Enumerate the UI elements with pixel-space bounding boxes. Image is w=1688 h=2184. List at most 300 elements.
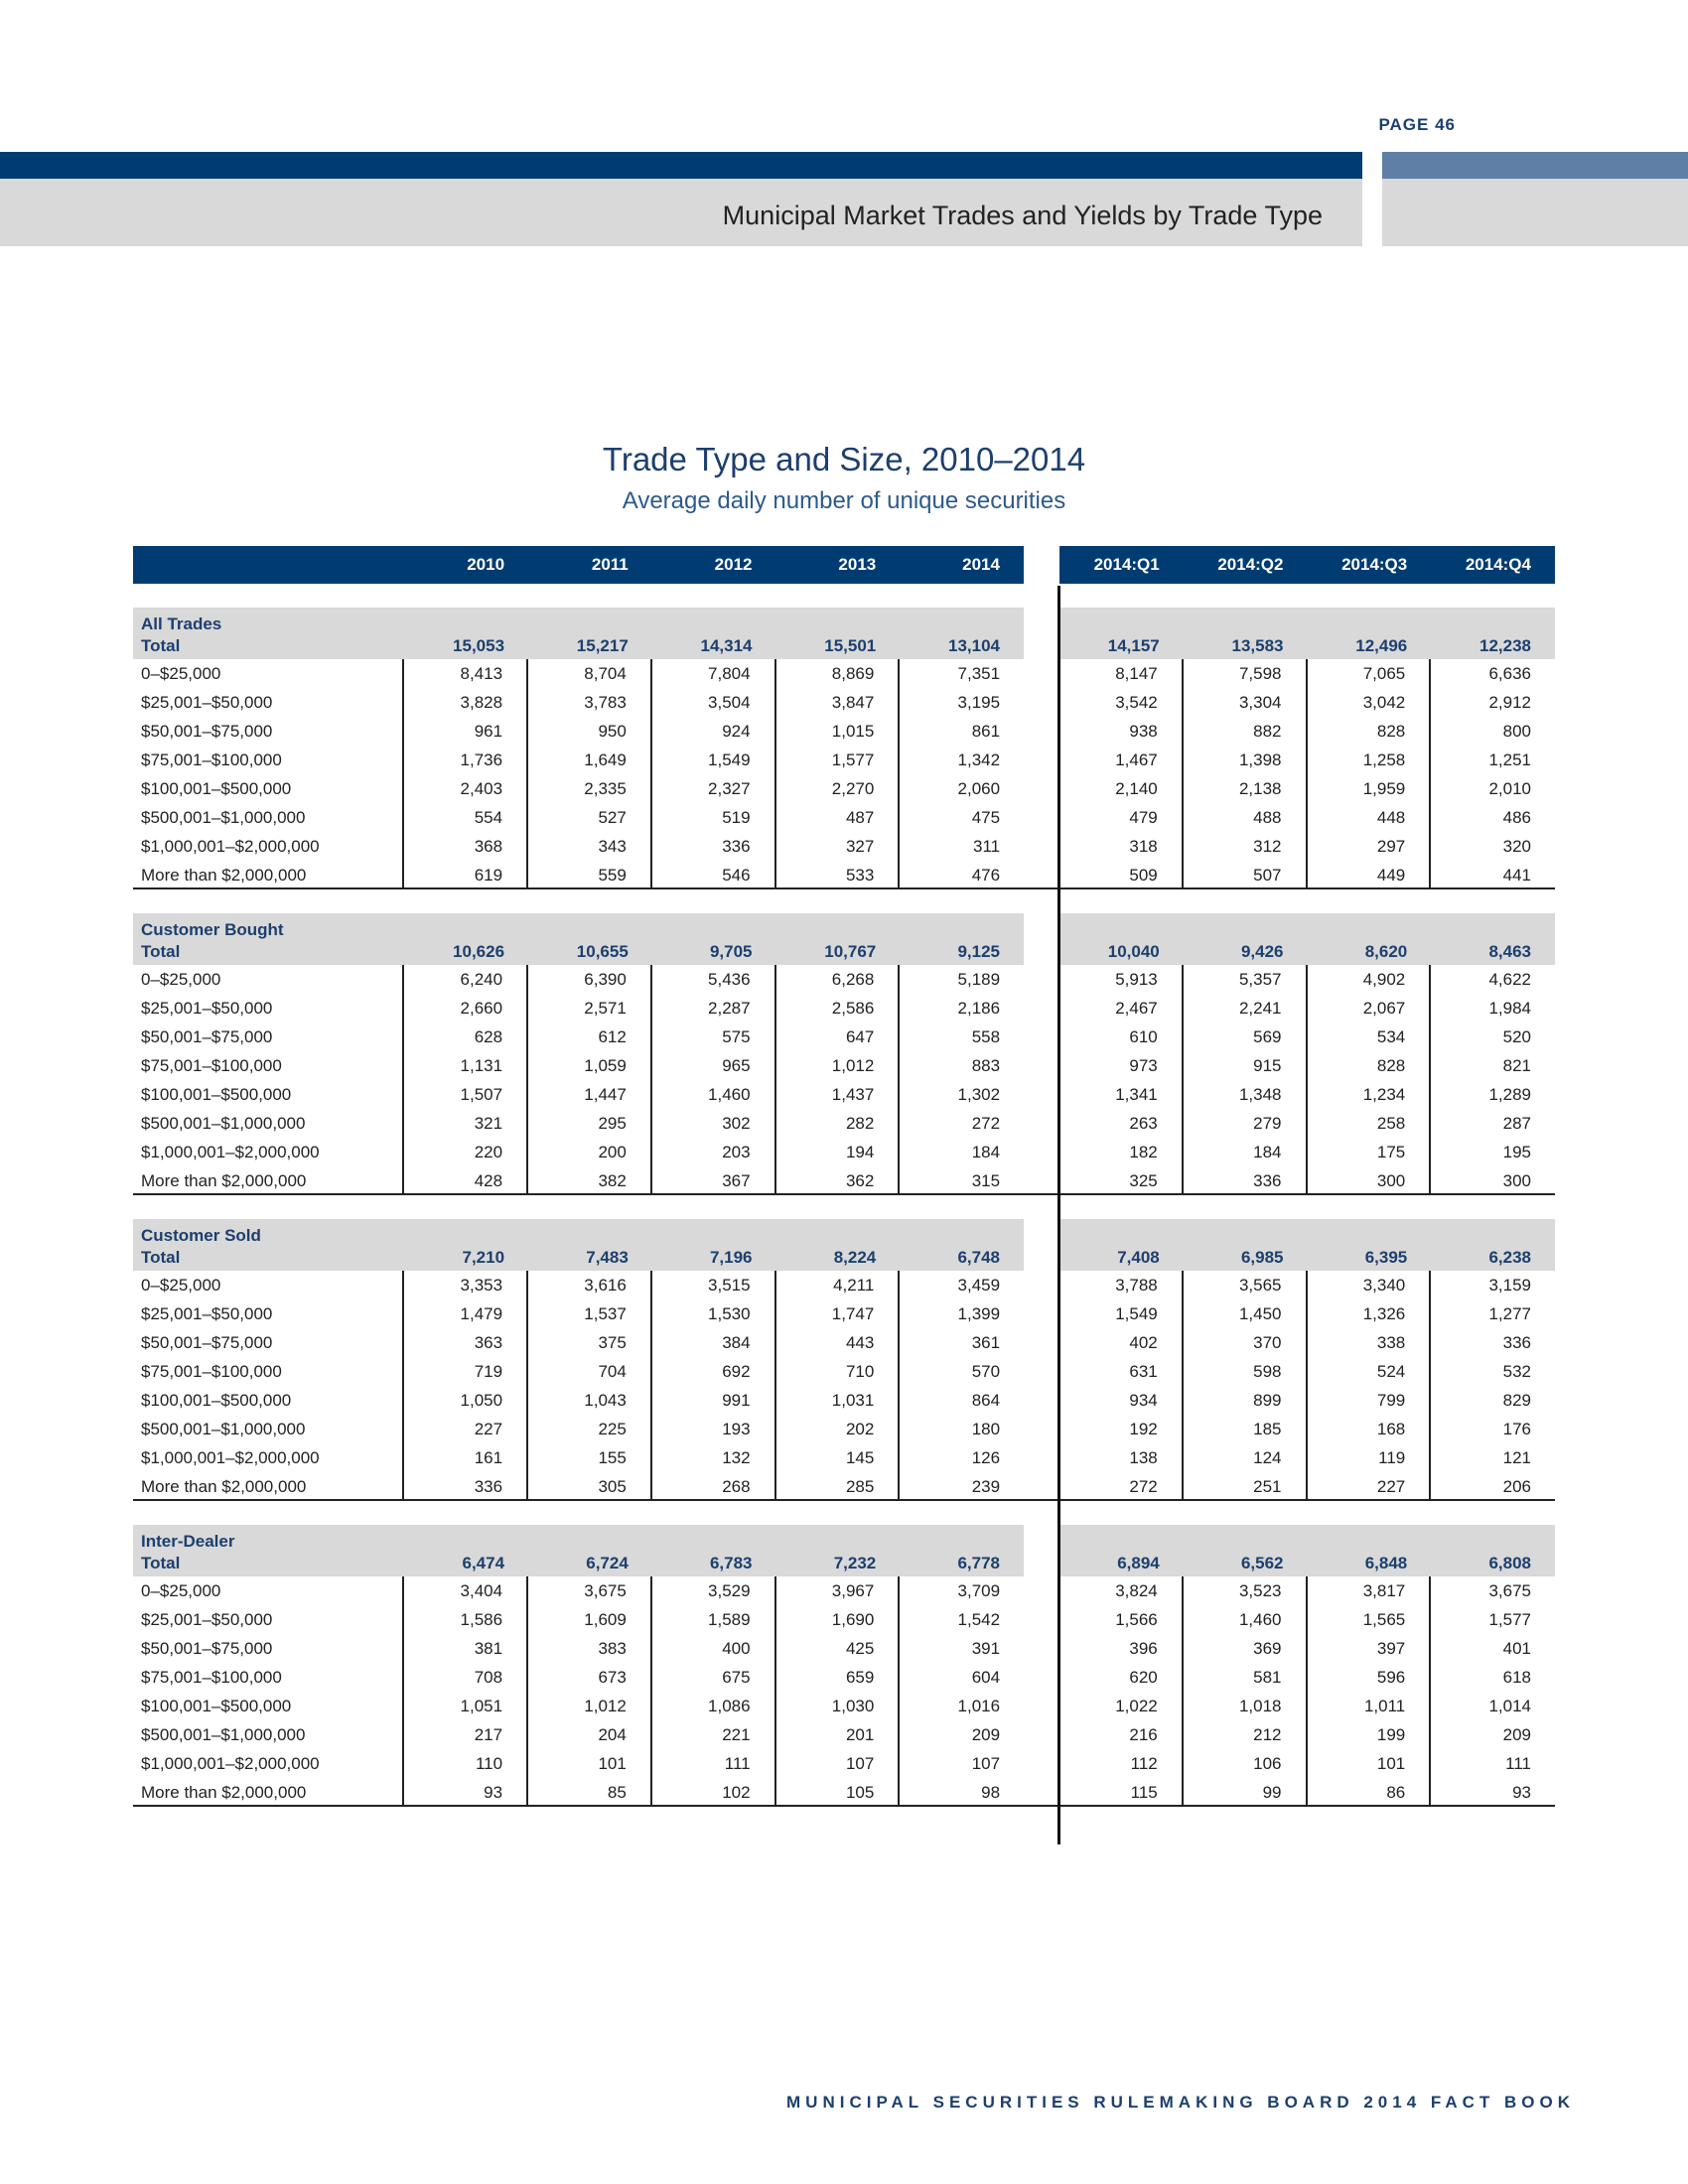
table-cell: 3,042 — [1308, 688, 1432, 717]
header-band-accent — [1382, 152, 1688, 179]
row-label: $50,001–$75,000 — [133, 1328, 404, 1357]
table-cell: 400 — [652, 1634, 776, 1663]
table-cell: 449 — [1308, 861, 1432, 889]
table-row — [133, 1720, 1555, 1749]
table-cell: 145 — [776, 1443, 901, 1472]
row-label: $1,000,001–$2,000,000 — [133, 1138, 404, 1166]
total-value: 14,314 — [700, 636, 753, 655]
table-cell: 1,348 — [1184, 1080, 1308, 1109]
table-cell: 476 — [900, 861, 1024, 889]
table-cell: 98 — [900, 1778, 1024, 1807]
table-cell: 3,788 — [1059, 1271, 1184, 1299]
table-cell: 2,912 — [1488, 693, 1531, 712]
column-header: 2010 — [467, 555, 505, 574]
table-row — [133, 1634, 1555, 1663]
total-value: 7,210 — [462, 1248, 505, 1267]
section-total-row — [133, 913, 1555, 965]
total-value: 15,053 — [453, 636, 505, 655]
total-value: 6,748 — [957, 1248, 1000, 1267]
table-cell: 212 — [1184, 1720, 1308, 1749]
column-header: 2011 — [591, 555, 629, 574]
table-cell: 315 — [900, 1166, 1024, 1195]
table-cell: 991 — [652, 1386, 776, 1415]
table-row — [133, 1109, 1555, 1138]
table-cell: 336 — [404, 1472, 528, 1501]
table-row — [133, 861, 1555, 889]
table-cell: 527 — [528, 803, 652, 832]
table-cell: 180 — [971, 1420, 1001, 1438]
table-cell: 441 — [1431, 861, 1555, 889]
table-cell: 3,340 — [1308, 1271, 1432, 1299]
table-cell: 3,616 — [528, 1271, 652, 1299]
table-cell: 343 — [528, 832, 652, 861]
table-cell: 448 — [1308, 803, 1432, 832]
table-cell: 1,959 — [1308, 774, 1432, 803]
total-value: 12,238 — [1479, 636, 1531, 655]
table-cell: 4,211 — [776, 1271, 901, 1299]
table-cell: 3,828 — [404, 688, 528, 717]
table-cell: 3,304 — [1184, 688, 1308, 717]
table-cell: 3,195 — [957, 693, 1001, 712]
section-title: Municipal Market Trades and Yields by Trade Type — [722, 201, 1323, 230]
table-cell: 206 — [1431, 1472, 1555, 1501]
table-cell: 312 — [1184, 832, 1308, 861]
table-cell: 618 — [1502, 1668, 1531, 1687]
table-cell: 225 — [528, 1415, 652, 1443]
row-label: $50,001–$75,000 — [133, 1634, 404, 1663]
table-cell: 3,565 — [1184, 1271, 1308, 1299]
table-cell: 1,011 — [1308, 1692, 1432, 1720]
table-cell: 425 — [776, 1634, 901, 1663]
row-label: More than $2,000,000 — [133, 1778, 404, 1807]
table-cell: 1,031 — [776, 1386, 901, 1415]
table-cell: 297 — [1308, 832, 1432, 861]
table-row — [133, 1271, 1555, 1299]
total-label: Total — [141, 942, 181, 961]
table-cell: 285 — [776, 1472, 901, 1501]
annual-quarterly-divider — [1057, 586, 1060, 1844]
total-label: Total — [141, 1554, 181, 1572]
table-cell: 239 — [900, 1472, 1024, 1501]
table-row — [133, 1778, 1555, 1807]
total-value: 6,848 — [1364, 1554, 1408, 1572]
table-cell: 1,542 — [957, 1610, 1001, 1629]
table-cell: 1,012 — [776, 1051, 901, 1080]
total-value: 9,426 — [1240, 942, 1284, 961]
table-cell: 251 — [1184, 1472, 1308, 1501]
table-cell: 1,399 — [957, 1304, 1001, 1323]
table-row — [133, 774, 1555, 803]
table-row — [133, 1692, 1555, 1720]
table-cell: 126 — [971, 1448, 1001, 1467]
page-number: PAGE 46 — [1378, 115, 1456, 134]
table-cell: 1,289 — [1488, 1085, 1531, 1104]
section-label — [133, 1225, 404, 1271]
table-row — [133, 994, 1555, 1023]
table-cell: 8,413 — [404, 659, 528, 688]
table-cell: 7,065 — [1308, 659, 1432, 688]
table-cell: 3,542 — [1059, 688, 1184, 717]
table-row — [133, 659, 1555, 688]
table-cell: 546 — [652, 861, 776, 889]
total-value: 10,655 — [576, 942, 629, 961]
total-value: 13,583 — [1231, 636, 1284, 655]
table-cell: 1,014 — [1488, 1697, 1531, 1715]
table-cell: 3,515 — [652, 1271, 776, 1299]
footer: MUNICIPAL SECURITIES RULEMAKING BOARD 2014 FACT BOOK — [786, 2093, 1575, 2112]
section-name: All Trades — [141, 614, 222, 633]
table-cell: 192 — [1059, 1415, 1184, 1443]
table-cell: 704 — [528, 1357, 652, 1386]
table-cell: 1,059 — [528, 1051, 652, 1080]
table-cell: 8,869 — [776, 659, 901, 688]
column-header: 2013 — [838, 555, 877, 574]
table-cell: 2,270 — [776, 774, 901, 803]
table-cell: 533 — [776, 861, 901, 889]
column-header: 2012 — [714, 555, 753, 574]
table-cell: 934 — [1059, 1386, 1184, 1415]
table-cell: 321 — [404, 1109, 528, 1138]
table-cell: 361 — [971, 1333, 1001, 1352]
table-cell: 311 — [972, 837, 1001, 856]
table-cell: 1,450 — [1184, 1299, 1308, 1328]
data-table — [133, 546, 1555, 1807]
table-cell: 6,268 — [776, 965, 901, 994]
total-value: 7,408 — [1117, 1248, 1160, 1267]
table-cell: 3,523 — [1184, 1576, 1308, 1605]
table-cell: 101 — [1308, 1749, 1432, 1778]
table-cell: 692 — [652, 1357, 776, 1386]
table-cell: 1,460 — [652, 1080, 776, 1109]
table-cell: 221 — [652, 1720, 776, 1749]
table-cell: 200 — [528, 1138, 652, 1166]
table-cell: 799 — [1308, 1386, 1432, 1415]
table-cell: 1,030 — [776, 1692, 901, 1720]
table-cell: 532 — [1502, 1362, 1531, 1381]
total-value: 6,395 — [1364, 1248, 1408, 1267]
table-cell: 882 — [1184, 717, 1308, 746]
table-row — [133, 688, 1555, 717]
table-cell: 1,012 — [528, 1692, 652, 1720]
table-cell: 1,577 — [776, 746, 901, 774]
table-cell: 558 — [971, 1027, 1001, 1046]
table-cell: 112 — [1059, 1749, 1184, 1778]
table-row — [133, 965, 1555, 994]
table-cell: 1,051 — [404, 1692, 528, 1720]
table-cell: 300 — [1308, 1166, 1432, 1195]
table-cell: 2,660 — [404, 994, 528, 1023]
table-cell: 519 — [652, 803, 776, 832]
table-cell: 258 — [1308, 1109, 1432, 1138]
table-cell: 619 — [404, 861, 528, 889]
table-cell: 111 — [652, 1749, 776, 1778]
table-cell: 102 — [652, 1778, 776, 1807]
total-value: 10,626 — [453, 942, 505, 961]
table-cell: 1,467 — [1059, 746, 1184, 774]
table-cell: 115 — [1059, 1778, 1184, 1807]
table-cell: 1,984 — [1488, 999, 1531, 1018]
table-cell: 3,675 — [528, 1576, 652, 1605]
table-cell: 402 — [1059, 1328, 1184, 1357]
table-cell: 1,251 — [1488, 751, 1531, 769]
table-cell: 85 — [528, 1778, 652, 1807]
table-cell: 161 — [404, 1443, 528, 1472]
table-cell: 327 — [776, 832, 901, 861]
table-cell: 509 — [1059, 861, 1184, 889]
table-row — [133, 1299, 1555, 1328]
table-cell: 382 — [528, 1166, 652, 1195]
table-cell: 1,565 — [1308, 1605, 1432, 1634]
table-cell: 121 — [1502, 1448, 1531, 1467]
table-cell: 2,327 — [652, 774, 776, 803]
table-cell: 924 — [652, 717, 776, 746]
table-cell: 604 — [971, 1668, 1001, 1687]
table-cell: 381 — [404, 1634, 528, 1663]
table-cell: 1,507 — [404, 1080, 528, 1109]
table-cell: 295 — [528, 1109, 652, 1138]
table-cell: 719 — [404, 1357, 528, 1386]
table-cell: 8,147 — [1059, 659, 1184, 688]
total-value: 6,985 — [1240, 1248, 1284, 1267]
table-cell: 1,589 — [652, 1605, 776, 1634]
row-label: $75,001–$100,000 — [133, 1357, 404, 1386]
table-section — [133, 608, 1555, 889]
table-cell: 396 — [1059, 1634, 1184, 1663]
table-cell: 710 — [776, 1357, 901, 1386]
table-row — [133, 1357, 1555, 1386]
row-label: $25,001–$50,000 — [133, 688, 404, 717]
total-value: 15,501 — [824, 636, 877, 655]
column-header: 2014:Q1 — [1093, 555, 1160, 574]
table-cell: 2,403 — [404, 774, 528, 803]
table-cell: 973 — [1059, 1051, 1184, 1080]
table-cell: 111 — [1505, 1754, 1531, 1773]
table-cell: 384 — [652, 1328, 776, 1357]
table-cell: 443 — [776, 1328, 901, 1357]
table-cell: 2,140 — [1059, 774, 1184, 803]
table-cell: 263 — [1059, 1109, 1184, 1138]
column-header: 2014:Q2 — [1217, 555, 1284, 574]
table-cell: 3,783 — [528, 688, 652, 717]
section-total-row — [133, 1525, 1555, 1576]
total-value: 7,232 — [833, 1554, 877, 1572]
total-value: 7,196 — [709, 1248, 753, 1267]
table-cell: 1,342 — [957, 751, 1001, 769]
header-band-light-right — [1382, 179, 1688, 246]
table-row — [133, 1386, 1555, 1415]
table-cell: 199 — [1308, 1720, 1432, 1749]
total-value: 8,463 — [1488, 942, 1531, 961]
table-cell: 488 — [1184, 803, 1308, 832]
table-row — [133, 1443, 1555, 1472]
table-cell: 5,189 — [957, 970, 1001, 989]
section-total-row — [133, 1219, 1555, 1271]
table-cell: 610 — [1059, 1023, 1184, 1051]
table-cell: 5,436 — [652, 965, 776, 994]
table-section — [133, 1525, 1555, 1807]
table-row — [133, 1605, 1555, 1634]
table-cell: 202 — [776, 1415, 901, 1443]
row-label: $1,000,001–$2,000,000 — [133, 1443, 404, 1472]
section-label — [133, 919, 404, 965]
table-header-row — [133, 546, 1555, 584]
table-cell: 93 — [404, 1778, 528, 1807]
table-cell: 659 — [776, 1663, 901, 1692]
table-cell: 598 — [1184, 1357, 1308, 1386]
table-cell: 193 — [652, 1415, 776, 1443]
total-value: 6,894 — [1117, 1554, 1160, 1572]
row-label: $1,000,001–$2,000,000 — [133, 832, 404, 861]
row-label: 0–$25,000 — [133, 1271, 404, 1299]
table-row — [133, 746, 1555, 774]
header-band-dark — [0, 152, 1362, 179]
row-label: $100,001–$500,000 — [133, 774, 404, 803]
table-row — [133, 717, 1555, 746]
table-cell: 7,804 — [652, 659, 776, 688]
table-cell: 487 — [776, 803, 901, 832]
section-label — [133, 614, 404, 659]
table-cell: 101 — [528, 1749, 652, 1778]
total-value: 14,157 — [1107, 636, 1160, 655]
table-cell: 2,586 — [776, 994, 901, 1023]
table-row — [133, 1080, 1555, 1109]
table-cell: 1,277 — [1488, 1304, 1531, 1323]
table-cell: 175 — [1308, 1138, 1432, 1166]
table-cell: 1,016 — [957, 1697, 1001, 1715]
table-cell: 287 — [1502, 1114, 1531, 1133]
column-header: 2014:Q3 — [1341, 555, 1408, 574]
table-cell: 883 — [971, 1056, 1001, 1075]
table-cell: 861 — [971, 722, 1001, 741]
table-cell: 370 — [1184, 1328, 1308, 1357]
table-cell: 1,341 — [1059, 1080, 1184, 1109]
table-cell: 631 — [1059, 1357, 1184, 1386]
table-cell: 569 — [1184, 1023, 1308, 1051]
row-label: $25,001–$50,000 — [133, 994, 404, 1023]
table-cell: 184 — [971, 1143, 1001, 1161]
row-label: $50,001–$75,000 — [133, 1023, 404, 1051]
table-cell: 1,649 — [528, 746, 652, 774]
table-row — [133, 803, 1555, 832]
table-cell: 828 — [1308, 717, 1432, 746]
row-label: 0–$25,000 — [133, 965, 404, 994]
total-value: 12,496 — [1355, 636, 1408, 655]
table-section — [133, 1219, 1555, 1501]
table-cell: 1,022 — [1059, 1692, 1184, 1720]
row-label: $75,001–$100,000 — [133, 1051, 404, 1080]
table-cell: 217 — [404, 1720, 528, 1749]
table-cell: 864 — [971, 1391, 1001, 1410]
total-value: 13,104 — [947, 636, 1000, 655]
table-cell: 486 — [1502, 808, 1531, 827]
table-cell: 1,566 — [1059, 1605, 1184, 1634]
table-cell: 369 — [1184, 1634, 1308, 1663]
table-cell: 195 — [1502, 1143, 1531, 1161]
table-cell: 155 — [528, 1443, 652, 1472]
table-cell: 204 — [528, 1720, 652, 1749]
table-cell: 86 — [1308, 1778, 1432, 1807]
table-cell: 1,131 — [404, 1051, 528, 1080]
row-label: More than $2,000,000 — [133, 1472, 404, 1501]
table-cell: 3,159 — [1488, 1276, 1531, 1295]
table-cell: 119 — [1308, 1443, 1432, 1472]
column-header: 2014:Q4 — [1465, 555, 1531, 574]
row-label: $1,000,001–$2,000,000 — [133, 1749, 404, 1778]
table-cell: 3,817 — [1308, 1576, 1432, 1605]
table-cell: 279 — [1184, 1109, 1308, 1138]
table-cell: 1,747 — [776, 1299, 901, 1328]
total-value: 9,705 — [709, 942, 753, 961]
table-row — [133, 1138, 1555, 1166]
table-cell: 99 — [1184, 1778, 1308, 1807]
table-cell: 107 — [971, 1754, 1001, 1773]
table-cell: 938 — [1059, 717, 1184, 746]
table-subtitle: Average daily number of unique securities — [622, 487, 1066, 514]
total-value: 6,238 — [1488, 1248, 1531, 1267]
table-cell: 336 — [1184, 1166, 1308, 1195]
row-label: $500,001–$1,000,000 — [133, 1109, 404, 1138]
table-section — [133, 913, 1555, 1195]
table-cell: 961 — [404, 717, 528, 746]
table-cell: 268 — [652, 1472, 776, 1501]
table-cell: 1,447 — [528, 1080, 652, 1109]
table-cell: 6,390 — [528, 965, 652, 994]
table-cell: 829 — [1502, 1391, 1531, 1410]
table-cell: 362 — [776, 1166, 901, 1195]
row-label: $50,001–$75,000 — [133, 717, 404, 746]
table-cell: 647 — [776, 1023, 901, 1051]
table-cell: 965 — [652, 1051, 776, 1080]
table-row — [133, 1749, 1555, 1778]
table-cell: 2,067 — [1308, 994, 1432, 1023]
total-value: 8,224 — [833, 1248, 877, 1267]
table-cell: 8,704 — [528, 659, 652, 688]
table-cell: 209 — [971, 1725, 1001, 1744]
table-cell: 3,824 — [1059, 1576, 1184, 1605]
row-label: More than $2,000,000 — [133, 861, 404, 889]
table-cell: 507 — [1184, 861, 1308, 889]
table-cell: 4,902 — [1308, 965, 1432, 994]
table-cell: 397 — [1308, 1634, 1432, 1663]
table-cell: 3,504 — [652, 688, 776, 717]
table-cell: 2,571 — [528, 994, 652, 1023]
table-cell: 185 — [1184, 1415, 1308, 1443]
table-title: Trade Type and Size, 2010–2014 — [602, 441, 1086, 478]
table-cell: 209 — [1502, 1725, 1531, 1744]
table-cell: 272 — [971, 1114, 1001, 1133]
row-label: 0–$25,000 — [133, 659, 404, 688]
table-cell: 305 — [528, 1472, 652, 1501]
table-row — [133, 1472, 1555, 1501]
table-cell: 7,598 — [1184, 659, 1308, 688]
table-cell: 1,577 — [1488, 1610, 1531, 1629]
table-cell: 800 — [1502, 722, 1531, 741]
table-cell: 1,609 — [528, 1605, 652, 1634]
table-cell: 184 — [1184, 1138, 1308, 1166]
column-header: 2014 — [962, 555, 1000, 574]
table-cell: 1,050 — [404, 1386, 528, 1415]
table-cell: 1,479 — [404, 1299, 528, 1328]
table-body — [133, 608, 1555, 1807]
table-cell: 168 — [1308, 1415, 1432, 1443]
total-value: 15,217 — [576, 636, 629, 655]
table-cell: 581 — [1184, 1663, 1308, 1692]
table-cell: 950 — [528, 717, 652, 746]
table-cell: 2,287 — [652, 994, 776, 1023]
table-cell: 182 — [1059, 1138, 1184, 1166]
total-value: 9,125 — [957, 942, 1000, 961]
table-cell: 524 — [1308, 1357, 1432, 1386]
